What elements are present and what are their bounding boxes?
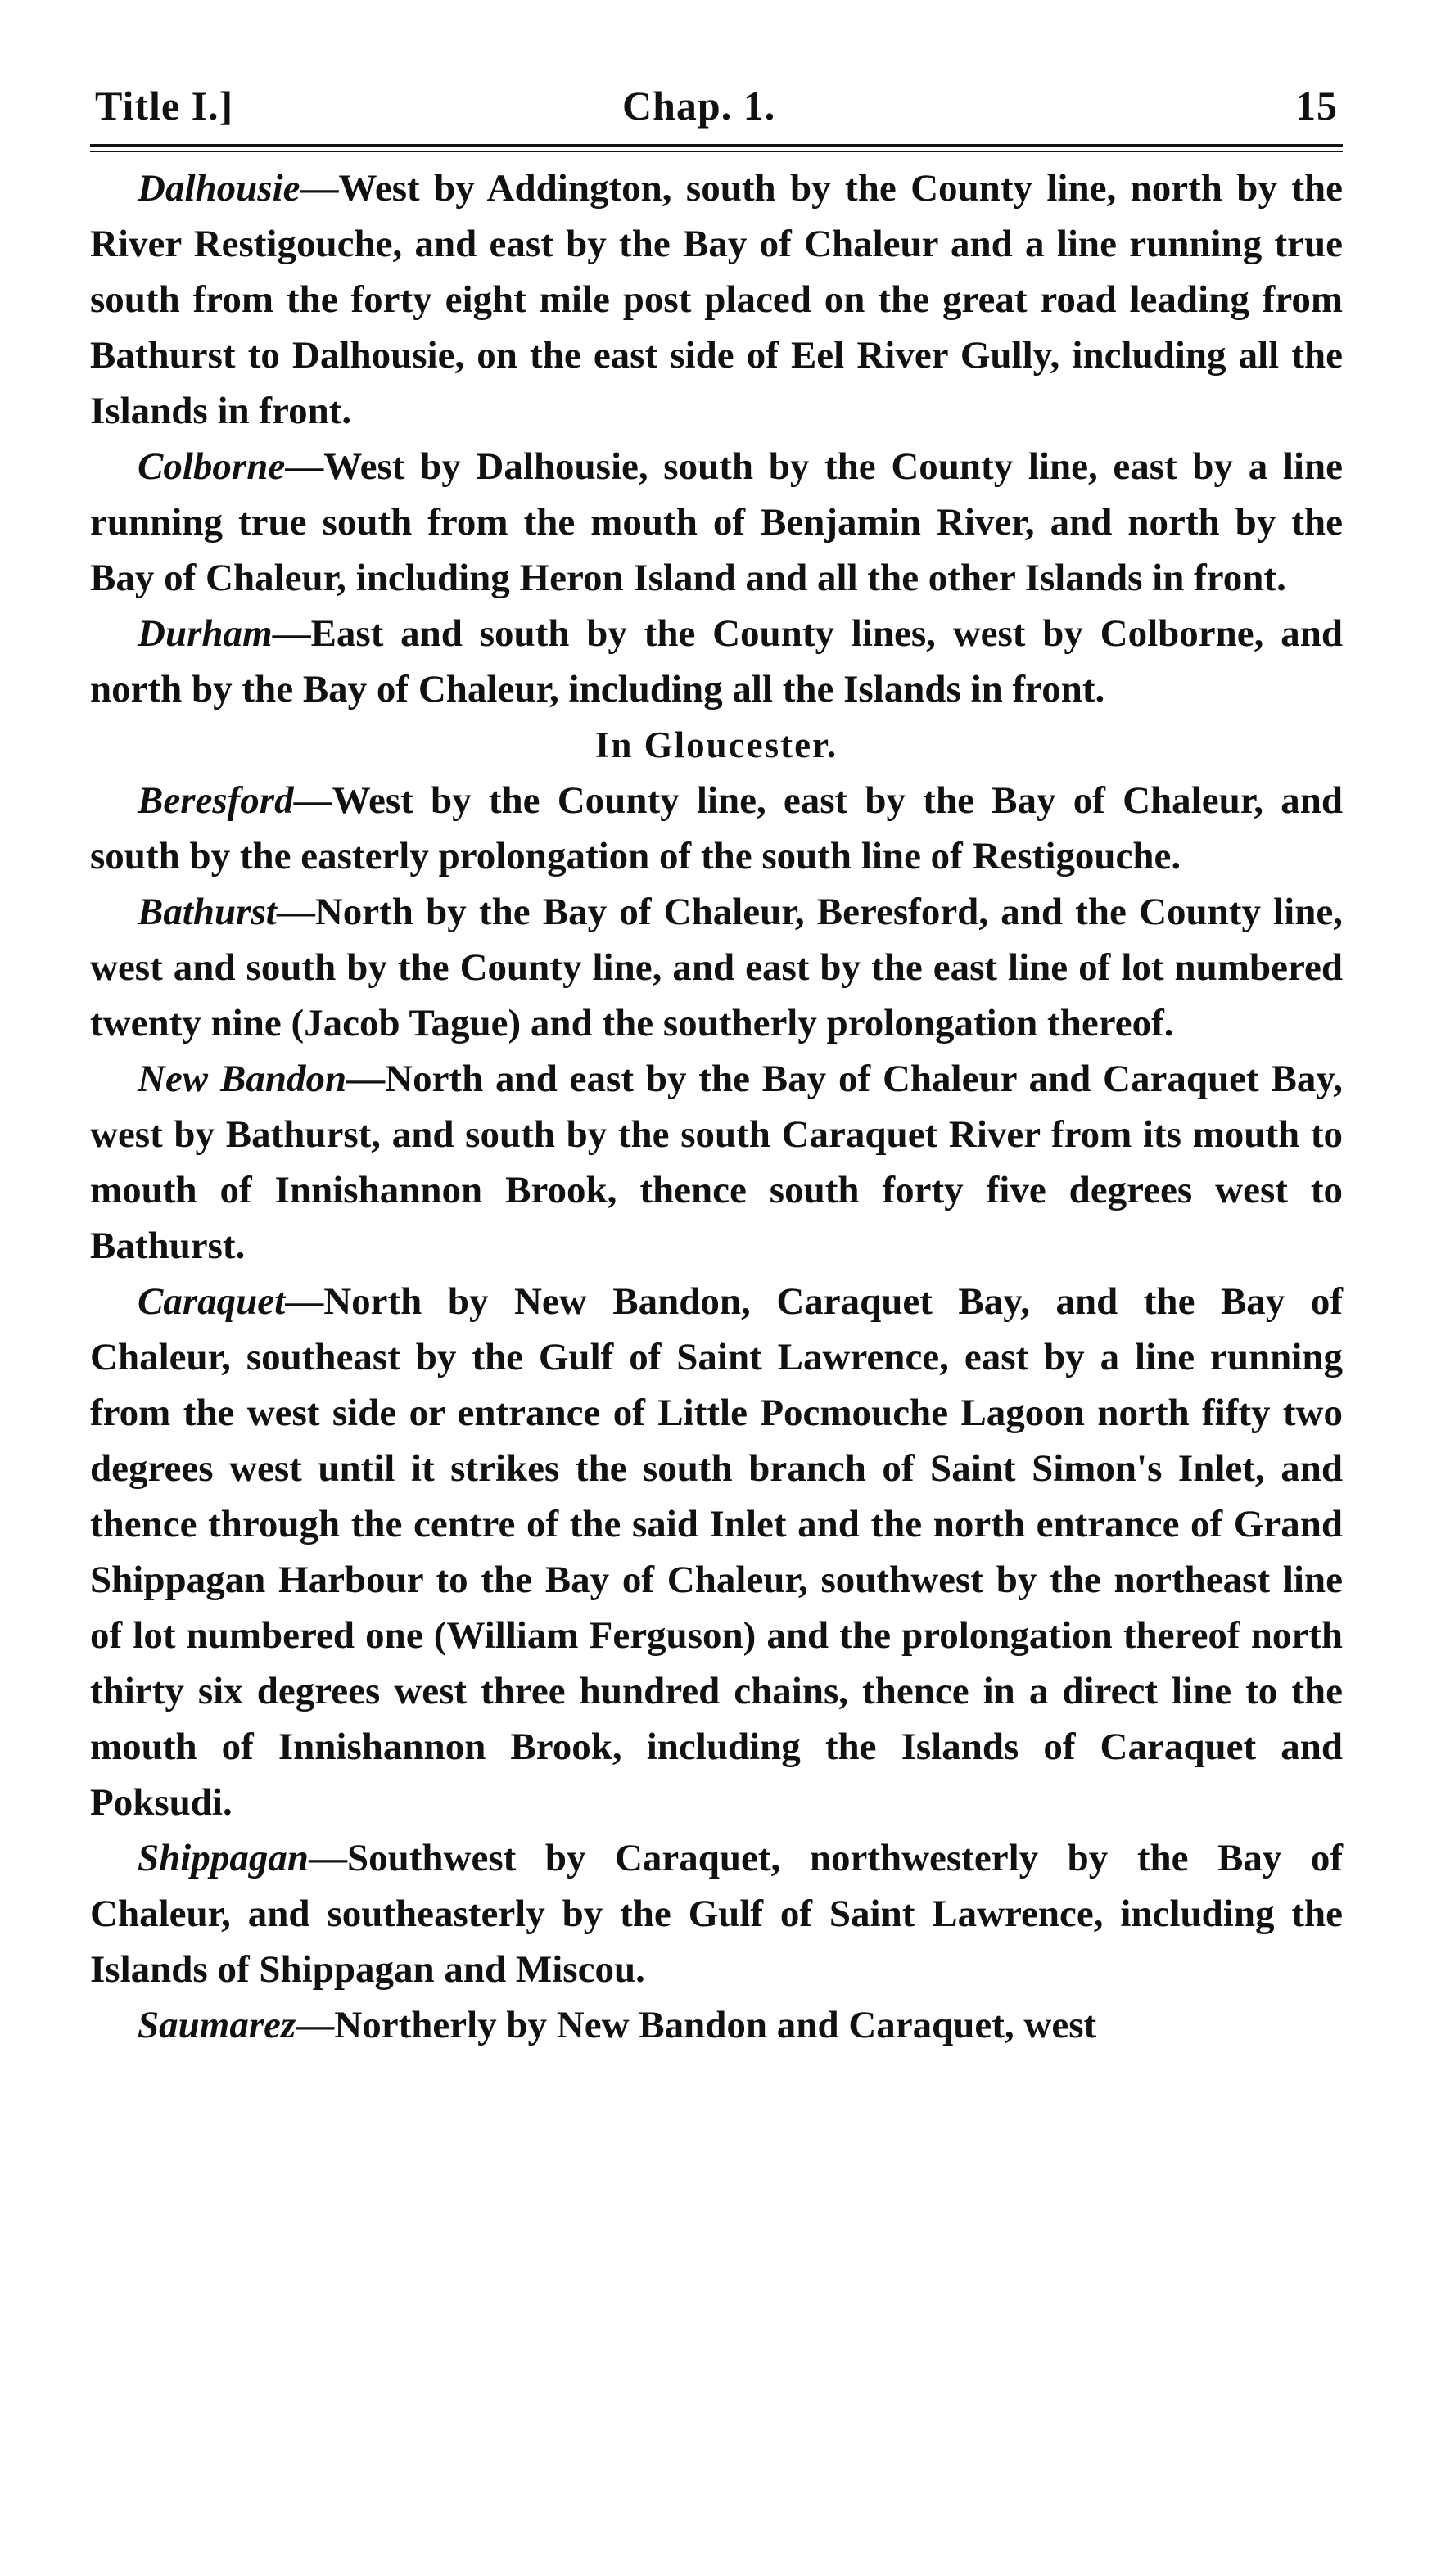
parish-name: Colborne <box>138 445 286 488</box>
parish-name: Saumarez <box>138 2004 296 2046</box>
parish-name: Dalhousie <box>138 167 300 210</box>
header-rule <box>90 144 1343 152</box>
chapter-label: Chap. 1. <box>622 83 776 129</box>
parish-description: —Southwest by Caraquet, northwesterly by the Bay of Chaleur, and southeasterly by the Gulf of Saint Lawrence, including the Islands of Shippagan and Miscou. <box>90 1837 1343 1991</box>
paragraph-caraquet <box>90 1274 1343 1830</box>
section-heading: In Gloucester. <box>594 724 838 765</box>
parish-description: —North by the Bay of Chaleur, Beresford, and the County line, west and south by the County line, and east by the east line of lot numbered twenty nine (Jacob Tague) and the southerly prolongation thereof. <box>90 891 1343 1044</box>
parish-description: —North and east by the Bay of Chaleur and Caraquet Bay, west by Bathurst, and south by the south Caraquet River from its mouth to mouth of Innishannon Brook, thence south forty five degrees west to Bathurst. <box>90 1058 1343 1267</box>
header-title: Title I.] <box>95 83 234 129</box>
paragraph-new-bandon <box>90 1051 1343 1274</box>
book-page <box>90 65 1343 2053</box>
parish-description: —Northerly by New Bandon and Caraquet, west <box>296 2004 1097 2046</box>
parish-description: —North by New Bandon, Caraquet Bay, and the Bay of Chaleur, southeast by the Gulf of Saint Lawrence, east by a line running from the west side or entrance of Little Pocmouche Lagoon north fifty two degrees west until it strikes the south branch of Saint Simon's Inlet, and thence through the centre of the said Inlet and the north entrance of Grand Shippagan Harbour to the Bay of Chaleur, southwest by the northeast line of lot numbered one (William Ferguson) and the prolongation thereof north thirty six degrees west three hundred chains, thence in a direct line to the mouth of Innishannon Brook, including the Islands of Caraquet and Poksudi. <box>90 1280 1343 1824</box>
parish-description: —West by Dalhousie, south by the County line, east by a line running true south from the mouth of Benjamin River, and north by the Bay of Chaleur, including Heron Island and all the other Islands in front. <box>90 445 1343 599</box>
paragraph-dalhousie <box>90 160 1343 439</box>
paragraph-durham <box>90 606 1343 717</box>
paragraph-shippagan <box>90 1830 1343 1997</box>
parish-description: —West by Addington, south by the County line, north by the River Restigouche, and east by the Bay of Chaleur and a line running true south from the forty eight mile post placed on the great road leading from Bathurst to Dalhousie, on the east side of Eel River Gully, including all the Islands in front. <box>90 167 1343 432</box>
parish-name: New Bandon <box>138 1058 347 1100</box>
parish-description: —East and south by the County lines, west by Colborne, and north by the Bay of Chaleur, including all the Islands in front. <box>90 612 1343 711</box>
paragraph-bathurst <box>90 884 1343 1051</box>
running-header <box>90 65 1343 139</box>
parish-name: Durham <box>138 612 273 655</box>
paragraph-colborne <box>90 439 1343 606</box>
paragraph-beresford <box>90 773 1343 884</box>
parish-name: Caraquet <box>138 1280 286 1323</box>
parish-name: Beresford <box>138 779 294 822</box>
paragraph-saumarez <box>90 1997 1343 2053</box>
parish-name: Shippagan <box>138 1837 309 1879</box>
parish-name: Bathurst <box>138 891 277 933</box>
body-text <box>90 160 1343 2053</box>
parish-description: —West by the County line, east by the Bay of Chaleur, and south by the easterly prolongation of the south line of Restigouche. <box>90 779 1343 877</box>
page-number: 15 <box>1295 83 1338 129</box>
